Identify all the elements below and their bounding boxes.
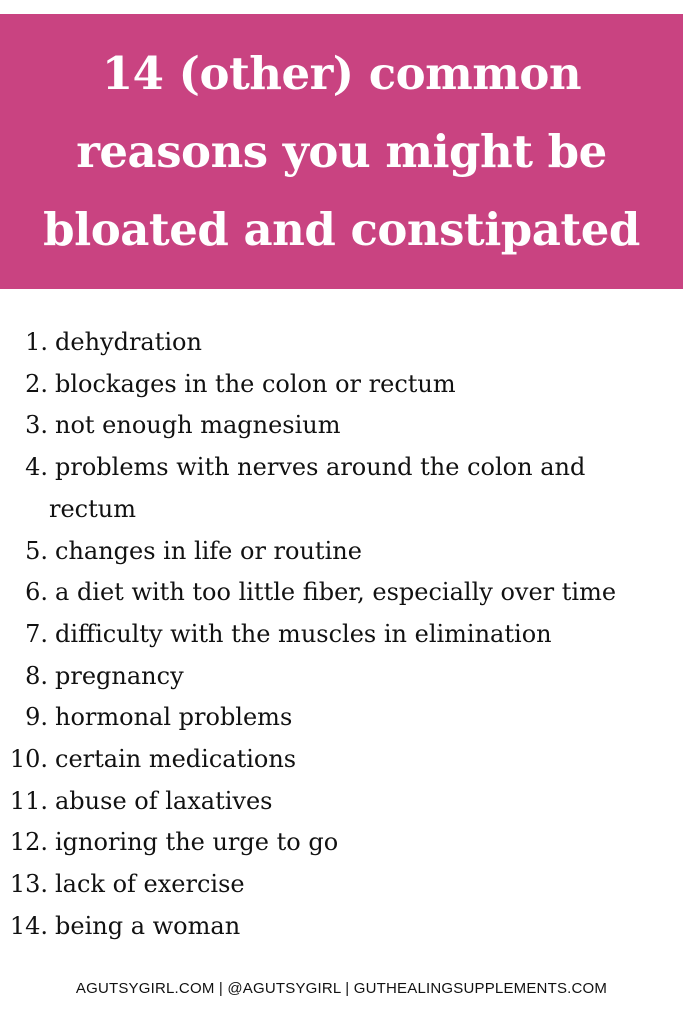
list-item-number: 12. bbox=[9, 828, 48, 857]
list-item-number: 13. bbox=[9, 870, 48, 899]
list-item-text: difficulty with the muscles in elimination bbox=[55, 619, 552, 648]
list-item-number: 3. bbox=[25, 411, 48, 440]
list-item-number: 9. bbox=[25, 703, 48, 732]
page-title bbox=[22, 35, 662, 269]
list-item-text: not enough magnesium bbox=[55, 411, 341, 440]
list-item-number: 8. bbox=[25, 661, 48, 690]
list-item-number: 14. bbox=[9, 911, 48, 940]
list-item bbox=[0, 405, 683, 447]
list-item-number: 6. bbox=[25, 578, 48, 607]
list-item-text: problems with nerves around the colon and bbox=[55, 453, 586, 482]
list-item-text: ignoring the urge to go bbox=[55, 828, 339, 857]
list-item bbox=[0, 906, 683, 948]
list-item-text: changes in life or routine bbox=[55, 536, 362, 565]
list-item bbox=[0, 739, 683, 781]
list-item bbox=[0, 781, 683, 823]
list-item-text: dehydration bbox=[55, 328, 202, 356]
list-item bbox=[0, 531, 683, 573]
list-item-number: 7. bbox=[25, 619, 48, 648]
list-item bbox=[0, 572, 683, 614]
title-line-2: reasons you might be bbox=[76, 124, 607, 178]
list-item-number: 1. bbox=[25, 328, 48, 356]
list-item-number: 5. bbox=[25, 536, 48, 565]
footer-credits: AGUTSYGIRL.COM | @AGUTSYGIRL | GUTHEALINGSUPPLEMENTS.COM bbox=[75, 980, 608, 997]
list-item bbox=[0, 322, 683, 364]
list-item-text-continued: rectum bbox=[49, 494, 136, 523]
reasons-list bbox=[0, 322, 683, 948]
list-item-number: 10. bbox=[9, 745, 48, 774]
list-item bbox=[0, 447, 683, 530]
title-line-3: bloated and constipated bbox=[43, 202, 640, 256]
title-line-1: 14 (other) common bbox=[101, 46, 582, 100]
list-item-number: 11. bbox=[9, 786, 48, 815]
list-item-number: 4. bbox=[25, 453, 48, 482]
list-item bbox=[0, 864, 683, 906]
title-banner bbox=[0, 14, 683, 289]
list-item bbox=[0, 656, 683, 698]
list-item-text: pregnancy bbox=[55, 661, 184, 690]
list-item-text: abuse of laxatives bbox=[55, 786, 273, 815]
list-item-text: certain medications bbox=[55, 745, 297, 774]
list-item-text: a diet with too little fiber, especially over time bbox=[55, 578, 617, 607]
list-item bbox=[0, 614, 683, 656]
list-item-text: being a woman bbox=[55, 911, 241, 940]
list-item-text: lack of exercise bbox=[55, 870, 245, 899]
list-item bbox=[0, 822, 683, 864]
list-item bbox=[0, 697, 683, 739]
list-item bbox=[0, 364, 683, 406]
list-item-text: blockages in the colon or rectum bbox=[55, 369, 456, 398]
list-item-text: hormonal problems bbox=[55, 703, 293, 732]
list-item-number: 2. bbox=[25, 369, 48, 398]
